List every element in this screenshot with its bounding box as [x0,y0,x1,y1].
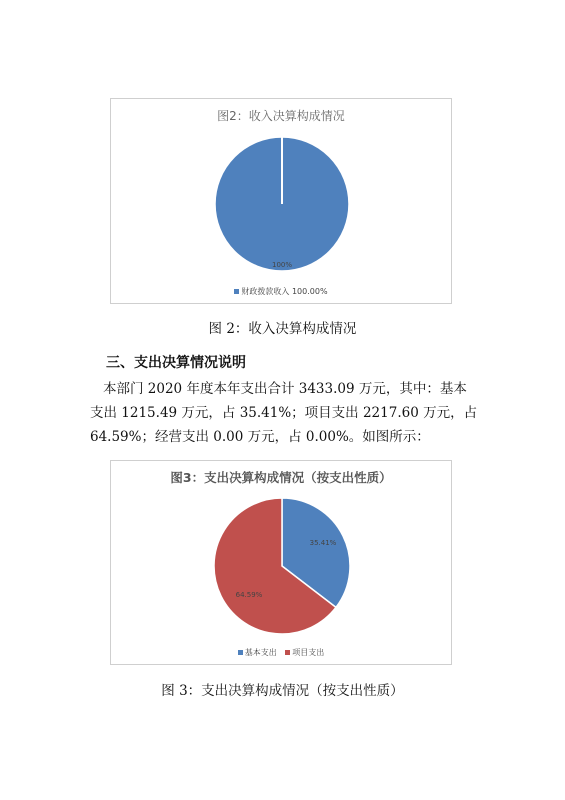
legend-label: 财政拨款收入 100.00% [241,287,328,296]
chart-legend [111,286,451,297]
legend-label: 项目支出 [292,648,325,657]
chart-title: 图2：收入决算构成情况 [217,109,345,123]
legend-item [285,648,324,657]
chart-legend [111,647,451,658]
income-pie [111,127,451,287]
legend-item [238,648,277,657]
legend-item [234,287,327,296]
section-heading: 三、支出决算情况说明 [106,355,246,371]
legend-swatch [234,289,239,294]
legend-swatch [238,650,243,655]
paragraph-line: 支出 1215.49 万元，占 35.41%；项目支出 2217.60 万元，占 [90,405,478,421]
data-label: 35.41% [309,539,337,547]
expenditure-pie [111,489,451,649]
chart-title: 图3：支出决算构成情况（按支出性质） [170,470,392,485]
data-label: 64.59% [235,591,263,599]
legend-label: 基本支出 [244,648,277,657]
paragraph-line: 本部门 2020 年度本年支出合计 3433.09 万元，其中：基本 [103,381,467,397]
data-label: 100% [271,261,293,269]
paragraph-line: 64.59%；经营支出 0.00 万元，占 0.00%。如图所示： [90,429,430,445]
legend-swatch [285,650,290,655]
figure-caption: 图 2：收入决算构成情况 [208,321,357,337]
figure-caption: 图 3：支出决算构成情况（按支出性质） [161,683,404,699]
income-chart [110,98,452,304]
expenditure-chart [110,460,452,665]
